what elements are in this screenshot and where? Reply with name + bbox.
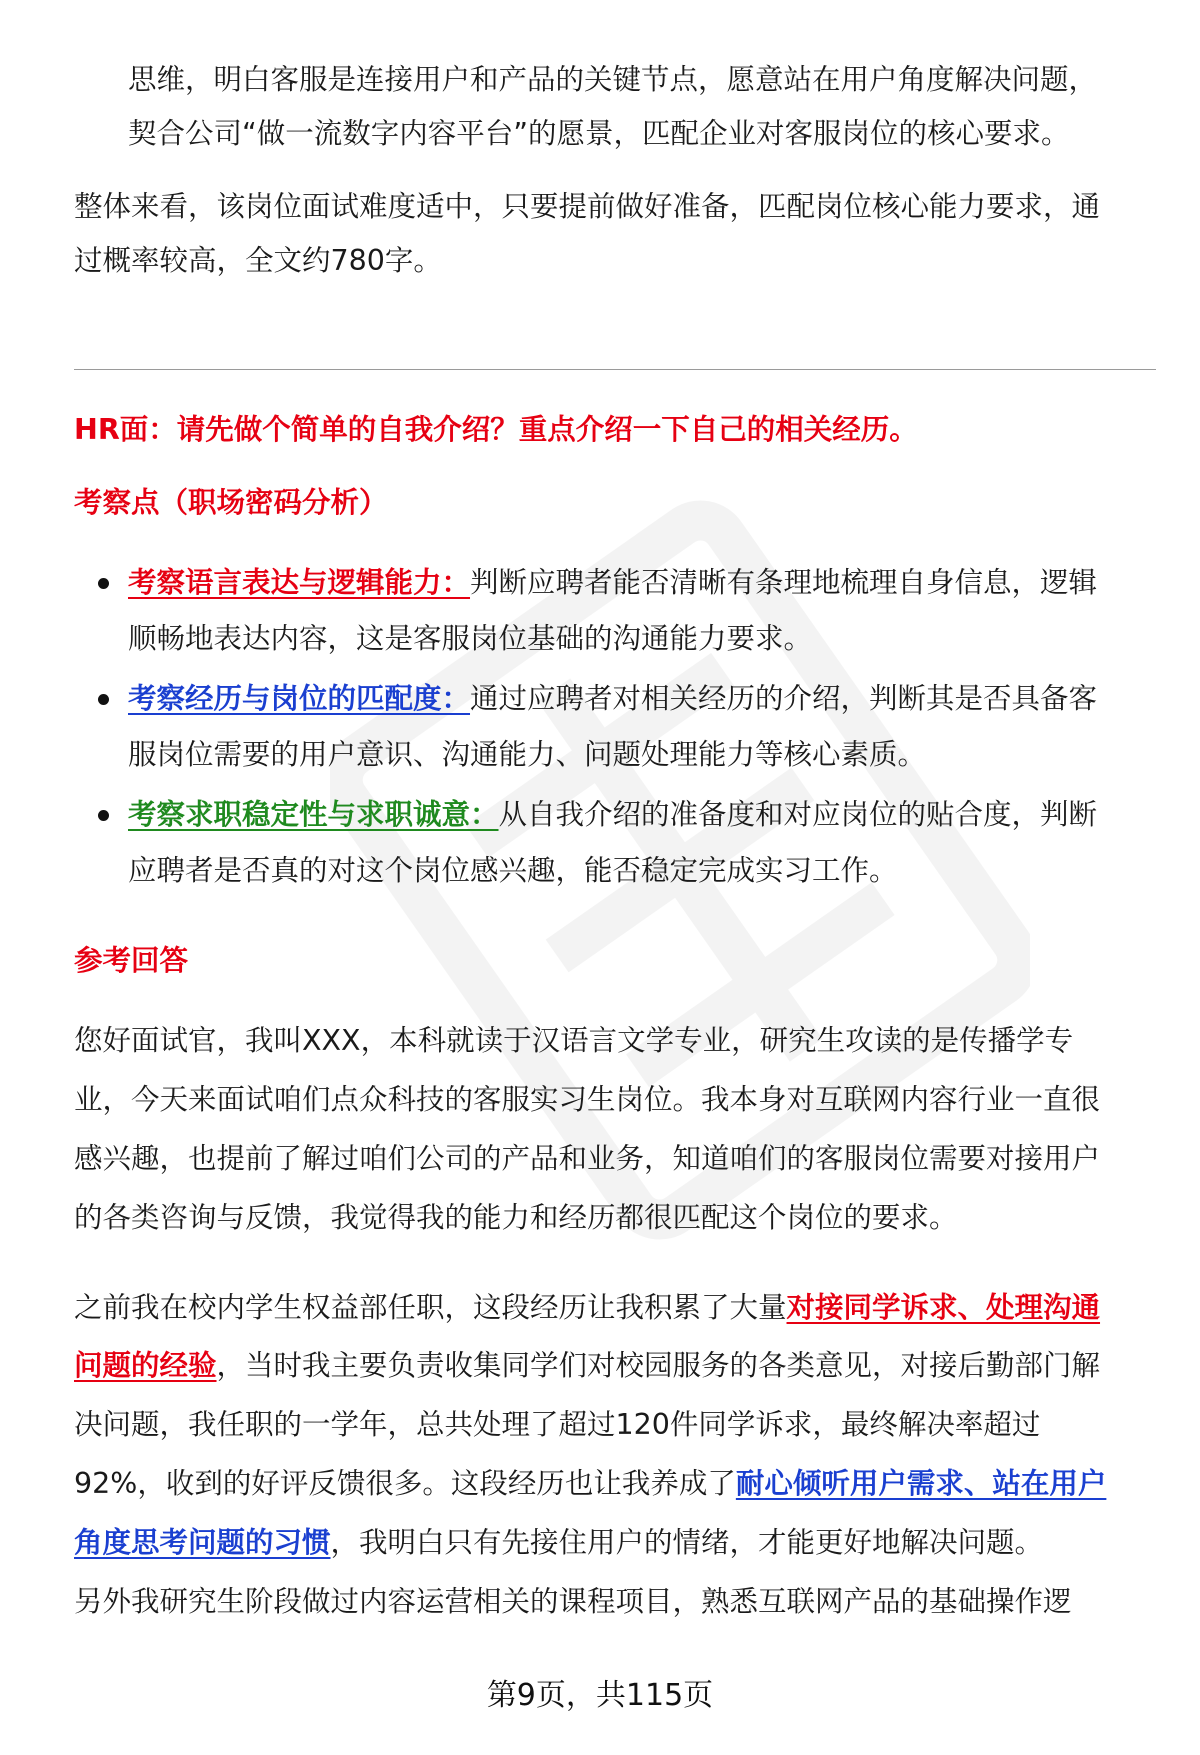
answer-p2-line-4: [74, 1464, 1154, 1504]
page-number: 第9页，共115页: [486, 1678, 714, 1713]
point-text: 从自我介绍的准备度和对应岗位的贴合度，判断: [498, 798, 1098, 831]
answer-p2-line-3: 决问题，我任职的一学年，总共处理了超过120件同学诉求，最终解决率超过: [74, 1408, 1041, 1441]
answer-p1-line-2: 业，今天来面试咱们点众科技的客服实习生岗位。我本身对互联网内容行业一直很: [74, 1083, 1101, 1116]
point-text: 通过应聘者对相关经历的介绍，判断其是否具备客: [470, 682, 1098, 715]
answer-p1-line-1: 您好面试官，我叫XXX，本科就读于汉语言文学专业，研究生攻读的是传播学专: [74, 1024, 1074, 1057]
bullet-icon: [98, 578, 109, 589]
points-heading: 考察点（职场密码分析）: [74, 486, 388, 519]
answer-text: 之前我在校内学生权益部任职，这段经历让我积累了大量: [74, 1291, 787, 1324]
point-item-1-cont: 顺畅地表达内容，这是客服岗位基础的沟通能力要求。: [128, 622, 813, 655]
answer-p2-line-6: 另外我研究生阶段做过内容运营相关的课程项目，熟悉互联网产品的基础操作逻: [74, 1585, 1072, 1618]
summary-line-2: 过概率较高，全文约780字。: [74, 244, 442, 277]
answer-highlight: 对接同学诉求、处理沟通: [786, 1291, 1101, 1324]
point-keyword: 考察语言表达与逻辑能力：: [128, 566, 471, 599]
answer-highlight: 耐心倾听用户需求、站在用户: [735, 1467, 1107, 1500]
answer-heading: 参考回答: [74, 944, 189, 977]
point-item-2: [128, 679, 1154, 719]
answer-p2-line-5: [74, 1523, 1154, 1563]
answer-p1-line-3: 感兴趣，也提前了解过咱们公司的产品和业务，知道咱们的客服岗位需要对接用户: [74, 1142, 1101, 1175]
intro-line-1: 思维，明白客服是连接用户和产品的关键节点，愿意站在用户角度解决问题，: [128, 63, 1098, 96]
answer-text: ，我明白只有先接住用户的情绪，才能更好地解决问题。: [330, 1526, 1044, 1559]
intro-line-2: 契合公司“做一流数字内容平台”的愿景，匹配企业对客服岗位的核心要求。: [128, 117, 1070, 150]
answer-p2-line-1: [74, 1288, 1154, 1328]
point-item-1: [128, 563, 1154, 603]
answer-highlight: 问题的经验: [74, 1349, 217, 1382]
point-keyword: 考察经历与岗位的匹配度：: [128, 682, 471, 715]
bullet-icon: [98, 810, 109, 821]
section-divider: [74, 369, 1156, 370]
summary-line-1: 整体来看，该岗位面试难度适中，只要提前做好准备，匹配岗位核心能力要求，通: [74, 190, 1101, 223]
answer-text: 92%，收到的好评反馈很多。这段经历也让我养成了: [74, 1467, 736, 1500]
question-title: HR面：请先做个简单的自我介绍？重点介绍一下自己的相关经历。: [74, 413, 918, 446]
answer-p2-line-2: [74, 1346, 1154, 1386]
point-text: 判断应聘者能否清晰有条理地梳理自身信息，逻辑: [470, 566, 1098, 599]
point-item-3: [128, 795, 1154, 835]
point-item-3-cont: 应聘者是否真的对这个岗位感兴趣，能否稳定完成实习工作。: [128, 854, 898, 887]
answer-text: ，当时我主要负责收集同学们对校园服务的各类意见，对接后勤部门解: [216, 1349, 1101, 1382]
point-keyword: 考察求职稳定性与求职诚意：: [128, 798, 499, 831]
bullet-icon: [98, 694, 109, 705]
answer-p1-line-4: 的各类咨询与反馈，我觉得我的能力和经历都很匹配这个岗位的要求。: [74, 1201, 958, 1234]
answer-highlight: 角度思考问题的习惯: [74, 1526, 331, 1559]
point-item-2-cont: 服岗位需要的用户意识、沟通能力、问题处理能力等核心素质。: [128, 738, 927, 771]
